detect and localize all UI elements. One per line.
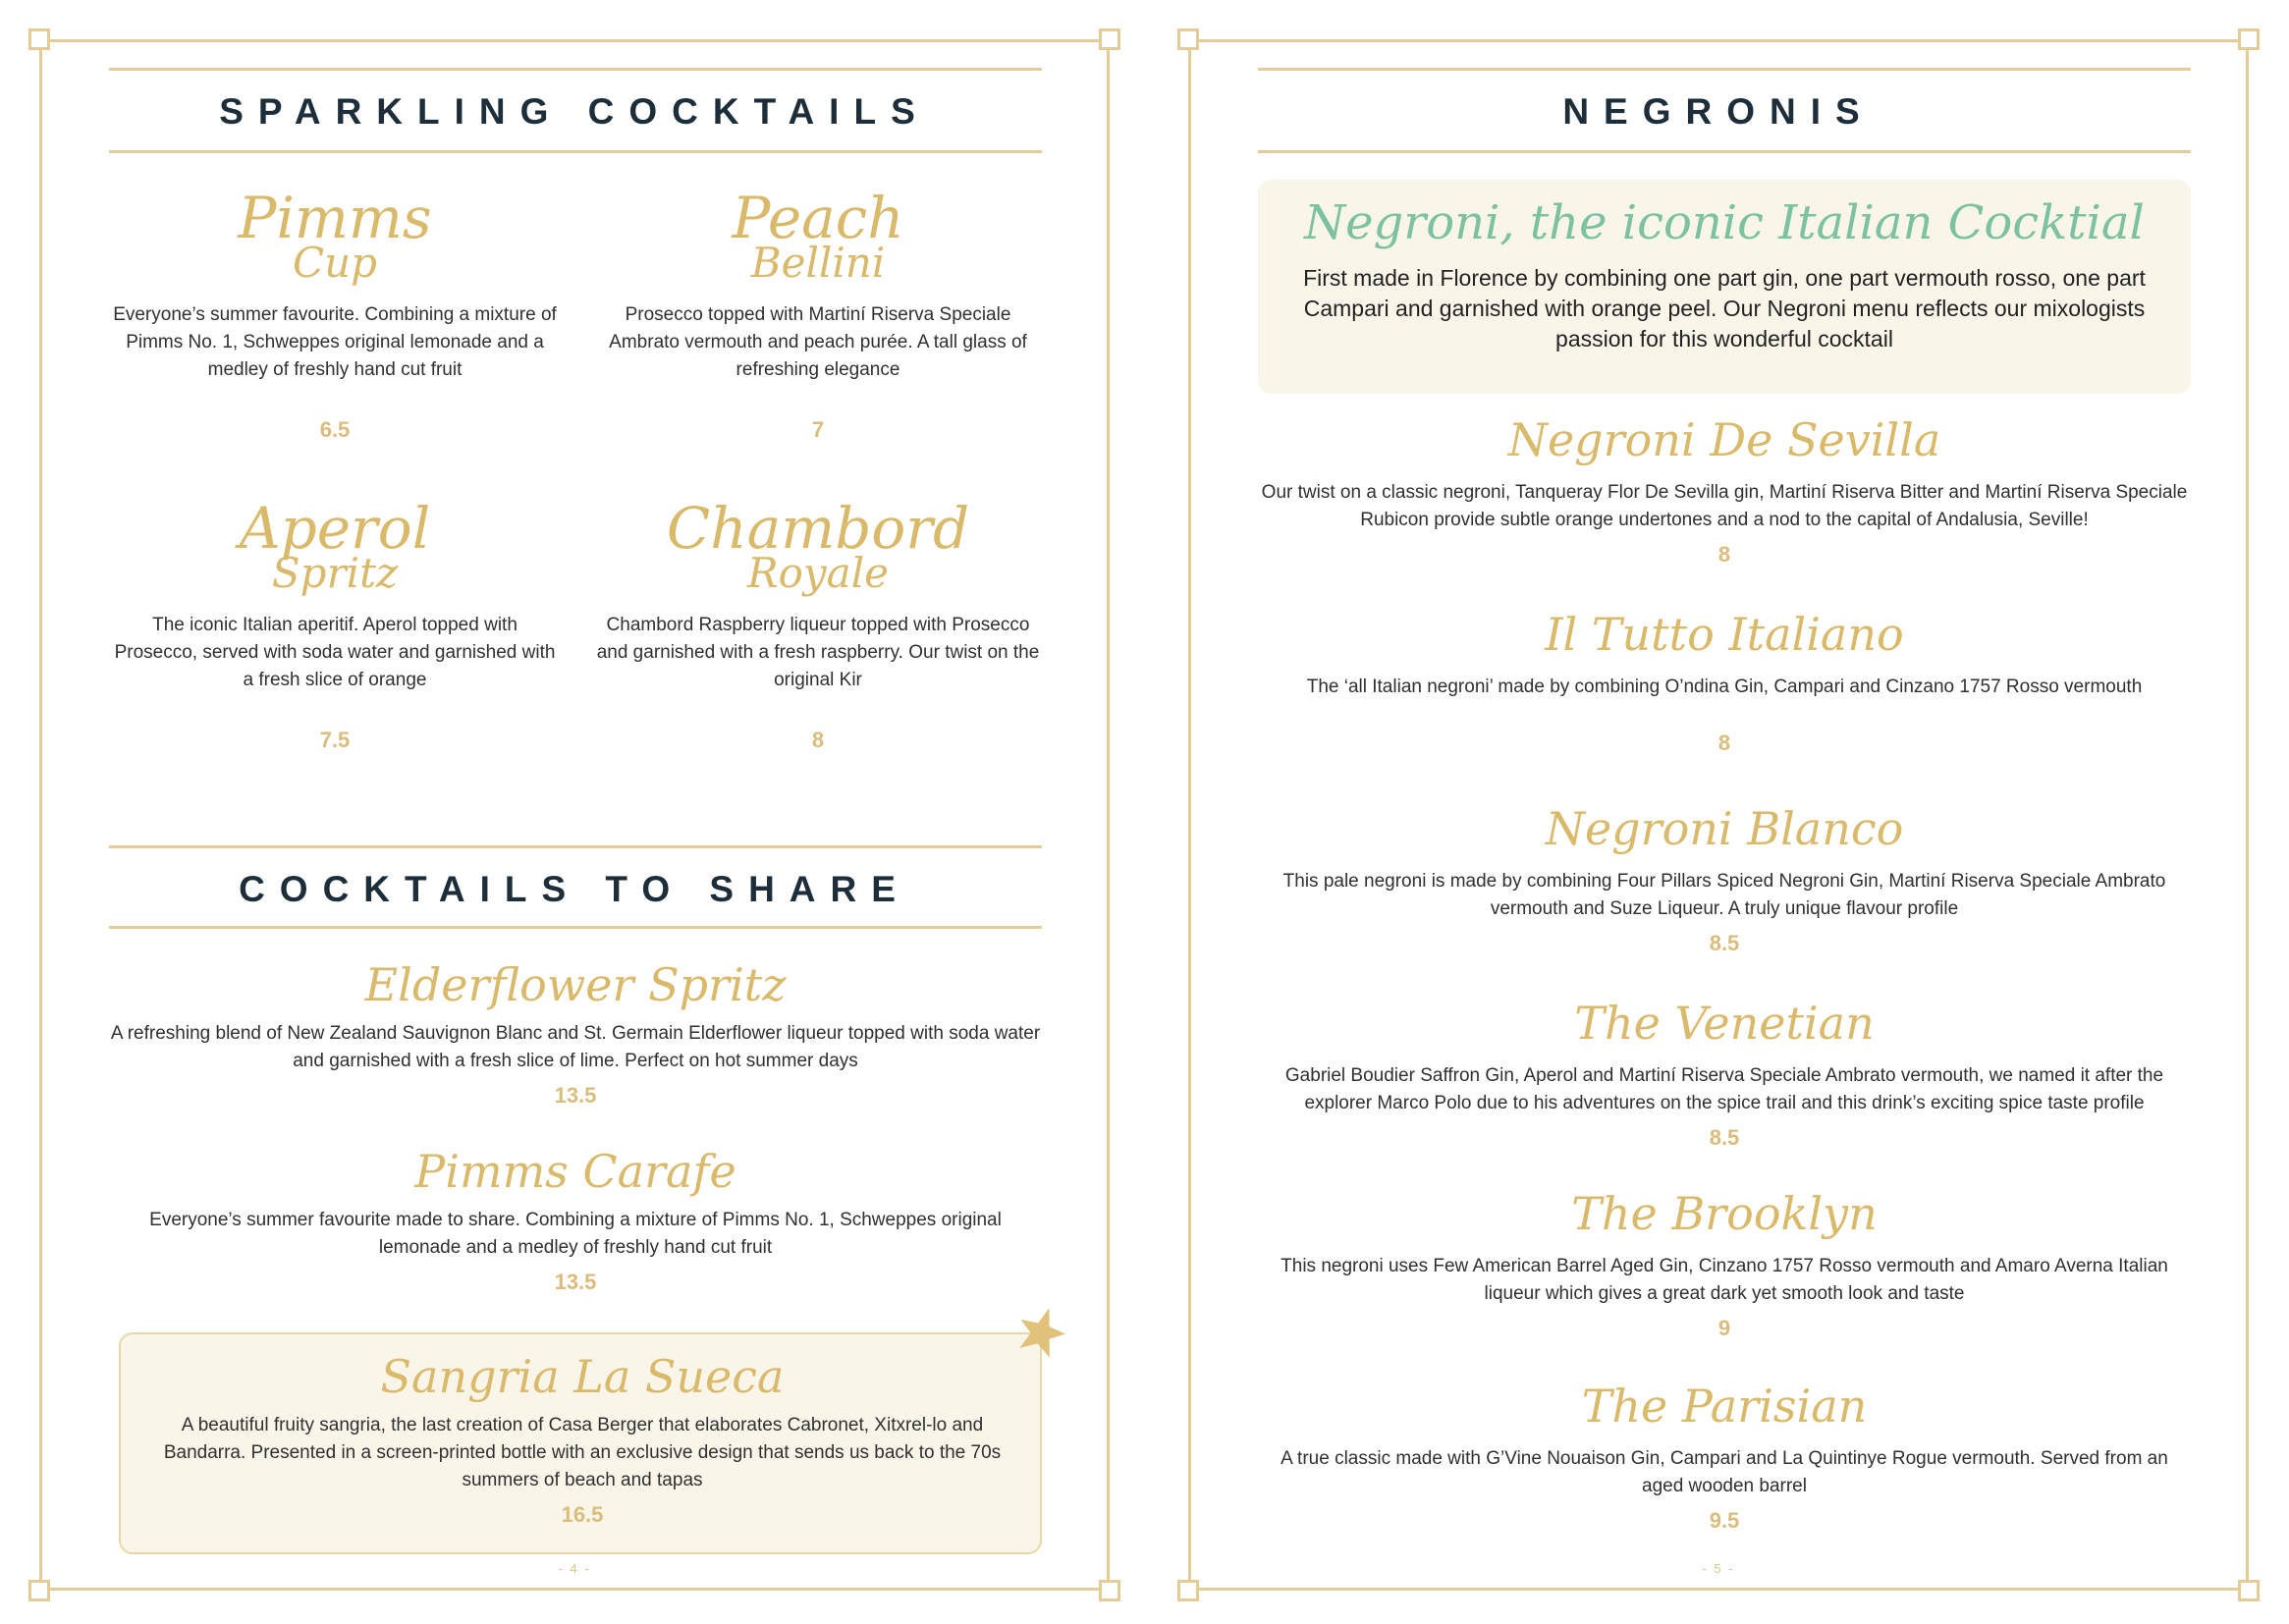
item-name: Pimms	[238, 185, 432, 251]
item-name: Peach	[732, 185, 904, 251]
menu-item-the-venetian	[1258, 999, 2191, 1151]
divider	[109, 150, 1042, 153]
item-name: Pimms Carafe	[414, 1145, 736, 1198]
corner-ornament	[2238, 28, 2260, 50]
divider	[1258, 150, 2191, 153]
item-price: 8.5	[1709, 930, 1740, 955]
gold-star-icon	[1014, 1303, 1069, 1358]
divider	[1258, 68, 2191, 71]
menu-item-sangria-la-sueca	[150, 1352, 1014, 1528]
menu-item-negroni-blanco	[1258, 804, 2191, 956]
divider	[109, 926, 1042, 929]
item-description: A true classic made with G’Vine Nouaison Gin, Campari and La Quintinye Rogue vermouth. Served from an aged wooden barrel	[1281, 1447, 2168, 1496]
item-name: Sangria La Sueca	[380, 1350, 785, 1403]
corner-ornament	[28, 1580, 50, 1601]
item-description: This negroni uses Few American Barrel Aged Gin, Cinzano 1757 Rosso vermouth and Amaro Averna Italian liqueur which gives a great dark yet smooth look and taste	[1281, 1255, 2168, 1304]
page-number: - 4 -	[558, 1561, 591, 1576]
item-subname: Royale	[747, 549, 889, 597]
section-title-negronis: NEGRONIS	[1562, 91, 1875, 132]
item-name: Aperol	[239, 495, 431, 562]
item-name: Il Tutto Italiano	[1545, 608, 1904, 661]
item-description: Our twist on a classic negroni, Tanqueray Flor De Sevilla gin, Martiní Riserva Bitter and Martiní Riserva Speciale Rubicon provide subtle orange undertones and a nod to the capital of Andalusia, Seville!	[1261, 481, 2188, 530]
menu-page-left	[39, 39, 1110, 1591]
item-description: The ‘all Italian negroni’ made by combining O’ndina Gin, Campari and Cinzano 1757 Rosso vermouth	[1306, 676, 2143, 697]
menu-item-elderflower-spritz	[109, 960, 1042, 1109]
corner-ornament	[28, 28, 50, 50]
intro-text: First made in Florence by combining one part gin, one part vermouth rosso, one part Campari and garnished with orange peel. Our Negroni menu reflects our mixologists passion for this wonderful cocktail	[1303, 264, 2146, 352]
item-description: A beautiful fruity sangria, the last creation of Casa Berger that elaborates Cabronet, Xitxrel-lo and Bandarra. Presented in a screen-printed bottle with an exclusive design that sends us back to the 70s summers of beach and tapas	[163, 1414, 1002, 1490]
menu-item-il-tutto-italiano	[1258, 610, 2191, 756]
item-price: 16.5	[561, 1501, 604, 1527]
item-description: The iconic Italian aperitif. Aperol topped with Prosecco, served with soda water and garnished with a fresh slice of orange	[114, 615, 556, 690]
menu-item-the-brooklyn	[1258, 1189, 2191, 1341]
item-description: Everyone’s summer favourite. Combining a mixture of Pimms No. 1, Schweppes original lemonade and a medley of freshly hand cut fruit	[113, 304, 557, 380]
item-price: 8	[1717, 730, 1731, 755]
corner-ornament	[1177, 28, 1199, 50]
menu-item-pimms-cup	[109, 185, 561, 443]
item-price: 9	[1717, 1315, 1731, 1340]
menu-page-right	[1188, 39, 2249, 1591]
page-number: - 5 -	[1702, 1561, 1735, 1576]
item-price: 13.5	[554, 1082, 597, 1108]
item-name: Elderflower Spritz	[364, 958, 787, 1011]
divider	[109, 845, 1042, 848]
item-description: Everyone’s summer favourite made to share. Combining a mixture of Pimms No. 1, Schweppes original lemonade and a medley of freshly hand cut fruit	[149, 1209, 1002, 1258]
section-title-share: COCKTAILS TO SHARE	[239, 869, 910, 909]
item-name: The Parisian	[1581, 1380, 1868, 1433]
item-price: 9.5	[1709, 1507, 1740, 1533]
item-price: 6.5	[319, 417, 351, 442]
menu-item-pimms-carafe	[109, 1147, 1042, 1295]
item-description: This pale negroni is made by combining Four Pillars Spiced Negroni Gin, Martiní Riserva Speciale Ambrato vermouth and Suze Liqueur. A truly unique flavour profile	[1282, 870, 2166, 919]
section-title-sparkling: SPARKLING COCKTAILS	[219, 91, 930, 132]
corner-ornament	[2238, 1580, 2260, 1601]
item-subname: Cup	[292, 239, 378, 287]
item-subname: Spritz	[271, 549, 399, 597]
negroni-intro	[1270, 197, 2179, 354]
menu-item-aperol-spritz	[109, 495, 561, 753]
menu-item-the-parisian	[1258, 1381, 2191, 1534]
item-description: Prosecco topped with Martiní Riserva Speciale Ambrato vermouth and peach purée. A tall glass of refreshing elegance	[609, 304, 1027, 380]
corner-ornament	[1099, 28, 1120, 50]
item-description: A refreshing blend of New Zealand Sauvignon Blanc and St. Germain Elderflower liqueur topped with soda water and garnished with a fresh slice of lime. Perfect on hot summer days	[110, 1022, 1041, 1071]
item-description: Chambord Raspberry liqueur topped with Prosecco and garnished with a fresh raspberry. Our twist on the original Kir	[596, 615, 1040, 690]
item-name: Negroni Blanco	[1545, 802, 1904, 855]
corner-ornament	[1177, 1580, 1199, 1601]
menu-item-peach-bellini	[592, 185, 1044, 443]
item-name: The Brooklyn	[1571, 1187, 1878, 1240]
corner-ornament	[1099, 1580, 1120, 1601]
item-price: 8	[811, 728, 825, 752]
item-price: 7.5	[319, 728, 351, 752]
item-price: 7	[811, 417, 825, 442]
item-description: Gabriel Boudier Saffron Gin, Aperol and Martiní Riserva Speciale Ambrato vermouth, we named it after the explorer Marco Polo due to his adventures on the spice trail and this drink’s exciting spice taste profile	[1284, 1064, 2164, 1113]
menu-item-negroni-de-sevilla	[1258, 415, 2191, 568]
intro-title: Negroni, the iconic Italian Cocktial	[1304, 195, 2145, 250]
item-name: Negroni De Sevilla	[1507, 413, 1941, 466]
item-price: 13.5	[554, 1269, 597, 1294]
item-name: Chambord	[666, 495, 970, 562]
divider	[109, 68, 1042, 71]
item-price: 8.5	[1709, 1124, 1740, 1150]
item-name: The Venetian	[1574, 997, 1875, 1050]
item-price: 8	[1717, 541, 1731, 567]
item-subname: Bellini	[750, 239, 886, 287]
menu-item-chambord-royale	[592, 495, 1044, 753]
